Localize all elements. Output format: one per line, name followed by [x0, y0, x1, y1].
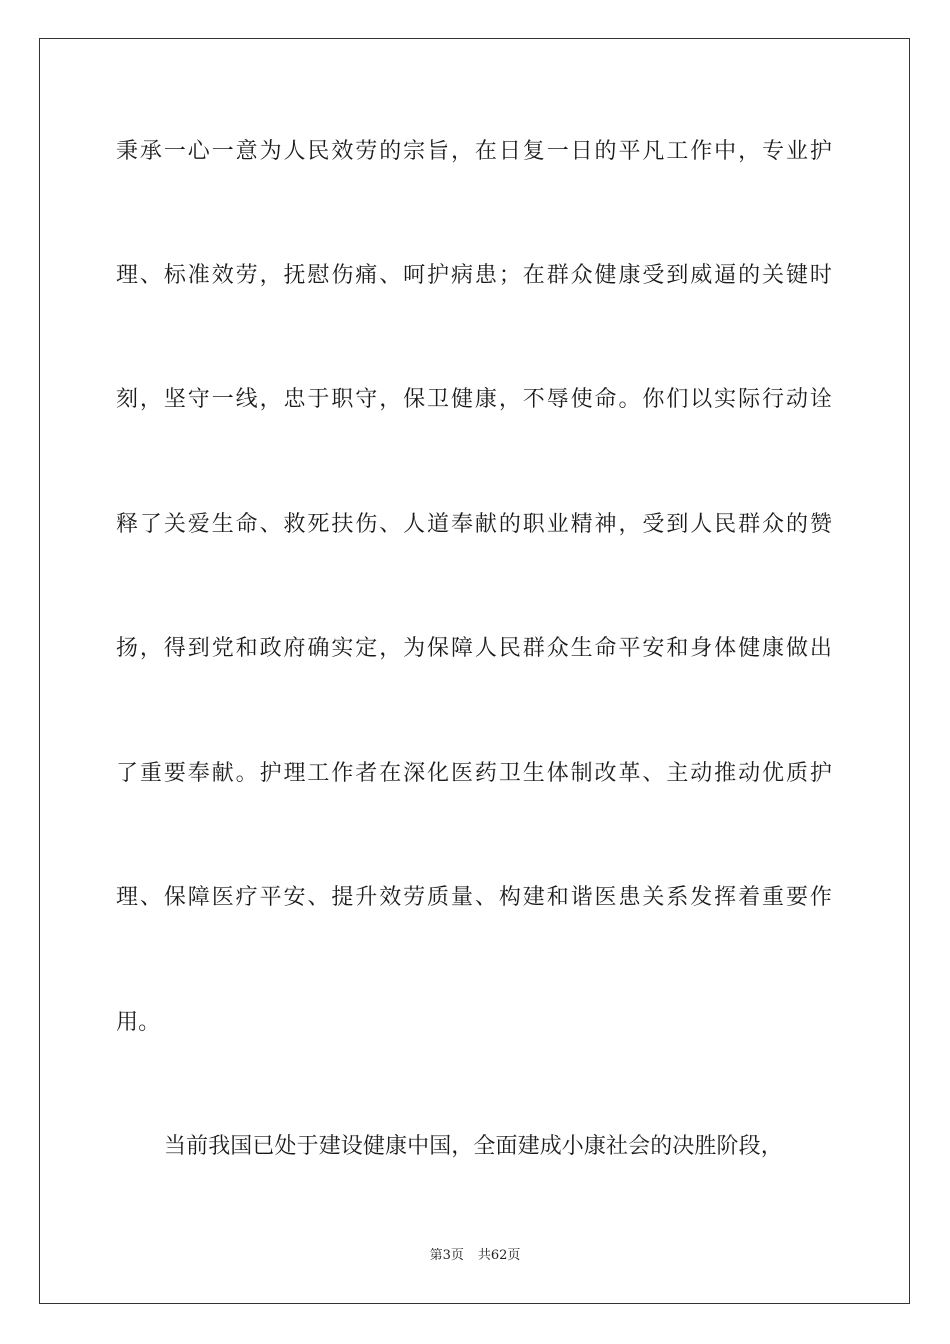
paragraph-line: 理、保障医疗平安、提升效劳质量、构建和谐医患关系发挥着重要作 [116, 885, 832, 910]
paragraph-line: 扬，得到党和政府确实定，为保障人民群众生命平安和身体健康做出 [116, 636, 832, 661]
paragraph-line: 当前我国已处于建设健康中国，全面建成小康社会的决胜阶段， [164, 1134, 783, 1159]
paragraph-line: 释了关爱生命、救死扶伤、人道奉献的职业精神，受到人民群众的赞 [116, 512, 832, 537]
paragraph-line: 理、标准效劳，抚慰伤痛、呵护病患；在群众健康受到威逼的关键时 [116, 263, 832, 288]
page-footer [0, 1246, 950, 1266]
paragraph-line: 了重要奉献。护理工作者在深化医药卫生体制改革、主动推动优质护 [116, 761, 832, 786]
page-total: 共62页 [477, 1248, 521, 1263]
paragraph-line: 刻，坚守一线，忠于职守，保卫健康，不辱使命。你们以实际行动诠 [116, 387, 832, 412]
paragraph-line: 秉承一心一意为人民效劳的宗旨，在日复一日的平凡工作中，专业护 [116, 139, 832, 164]
paragraph-line: 用。 [116, 1010, 161, 1035]
page-border [39, 38, 910, 1304]
page-number: 第3页 [429, 1248, 464, 1263]
